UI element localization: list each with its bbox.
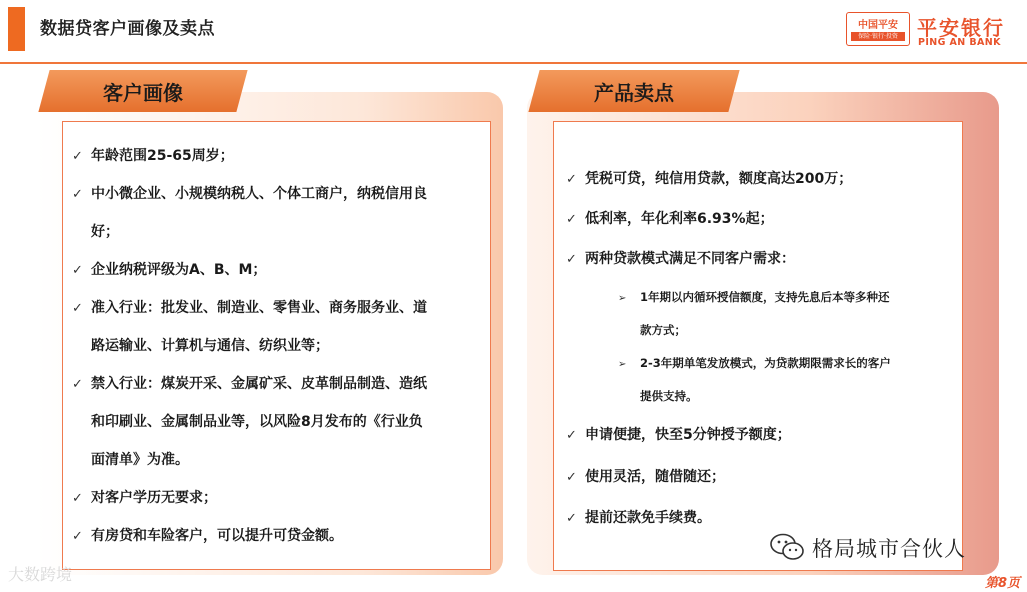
check-icon: ✓ [72, 187, 83, 202]
header-divider [0, 62, 1027, 64]
list-item: 中小微企业、小规模纳税人、个体工商户，纳税信用良 [91, 186, 427, 202]
check-icon: ✓ [566, 172, 577, 187]
arrow-right-icon: ➢ [618, 293, 627, 304]
check-icon: ✓ [566, 511, 577, 526]
watermark-right: 格局城市合伙人 [812, 537, 966, 561]
list-item: 路运输业、计算机与通信、纺织业等； [91, 338, 329, 354]
list-item: 好； [91, 224, 119, 240]
list-item: 低利率，年化利率6.93%起； [585, 211, 774, 227]
sub-item: 2-3年期单笔发放模式，为贷款期限需求长的客户 [640, 356, 891, 370]
list-item: 和印刷业、金属制品业等，以风险8月发布的《行业负 [91, 414, 423, 430]
list-item: 对客户学历无要求； [91, 490, 217, 506]
sub-item: 提供支持。 [640, 389, 698, 403]
check-icon: ✓ [72, 149, 83, 164]
page-number: 第8页 [985, 576, 1021, 591]
logo-box-text: 中国平安 [858, 20, 898, 31]
ping-an-logo-mark [846, 12, 910, 46]
list-item: 面清单》为准。 [91, 452, 189, 468]
list-item: 提前还款免手续费。 [585, 510, 711, 526]
list-item: 年龄范围25-65周岁； [91, 148, 234, 164]
check-icon: ✓ [72, 491, 83, 506]
list-item: 凭税可贷，纯信用贷款，额度高达200万； [585, 171, 853, 187]
logo-name: 平安银行 [917, 16, 1005, 40]
wechat-icon [770, 533, 804, 561]
sub-item: 款方式； [640, 323, 686, 337]
page-title: 数据贷客户画像及卖点 [40, 19, 215, 39]
list-item: 禁入行业：煤炭开采、金属矿采、皮革制品制造、造纸 [91, 376, 427, 392]
list-item: 企业纳税评级为A、B、M； [91, 262, 267, 278]
check-icon: ✓ [566, 252, 577, 267]
check-icon: ✓ [566, 470, 577, 485]
check-icon: ✓ [566, 428, 577, 443]
selling-points-tab-label: 产品卖点 [594, 81, 674, 105]
watermark-left: 大数跨境 [8, 565, 73, 584]
logo-name-en: PING AN BANK [918, 37, 1001, 48]
check-icon: ✓ [566, 212, 577, 227]
list-item: 使用灵活，随借随还； [585, 469, 725, 485]
header-accent-bar [8, 7, 25, 51]
list-item: 有房贷和车险客户，可以提升可贷金额。 [91, 528, 343, 544]
check-icon: ✓ [72, 377, 83, 392]
check-icon: ✓ [72, 301, 83, 316]
list-item: 准入行业：批发业、制造业、零售业、商务服务业、道 [91, 300, 427, 316]
logo-box-sub: 保险·银行·投资 [851, 32, 905, 41]
check-icon: ✓ [72, 263, 83, 278]
check-icon: ✓ [72, 529, 83, 544]
arrow-right-icon: ➢ [618, 359, 627, 370]
list-item: 两种贷款模式满足不同客户需求： [585, 251, 795, 267]
sub-item: 1年期以内循环授信额度，支持先息后本等多种还 [640, 290, 890, 304]
customer-profile-tab-label: 客户画像 [103, 81, 183, 105]
list-item: 申请便捷，快至5分钟授予额度； [585, 427, 791, 443]
